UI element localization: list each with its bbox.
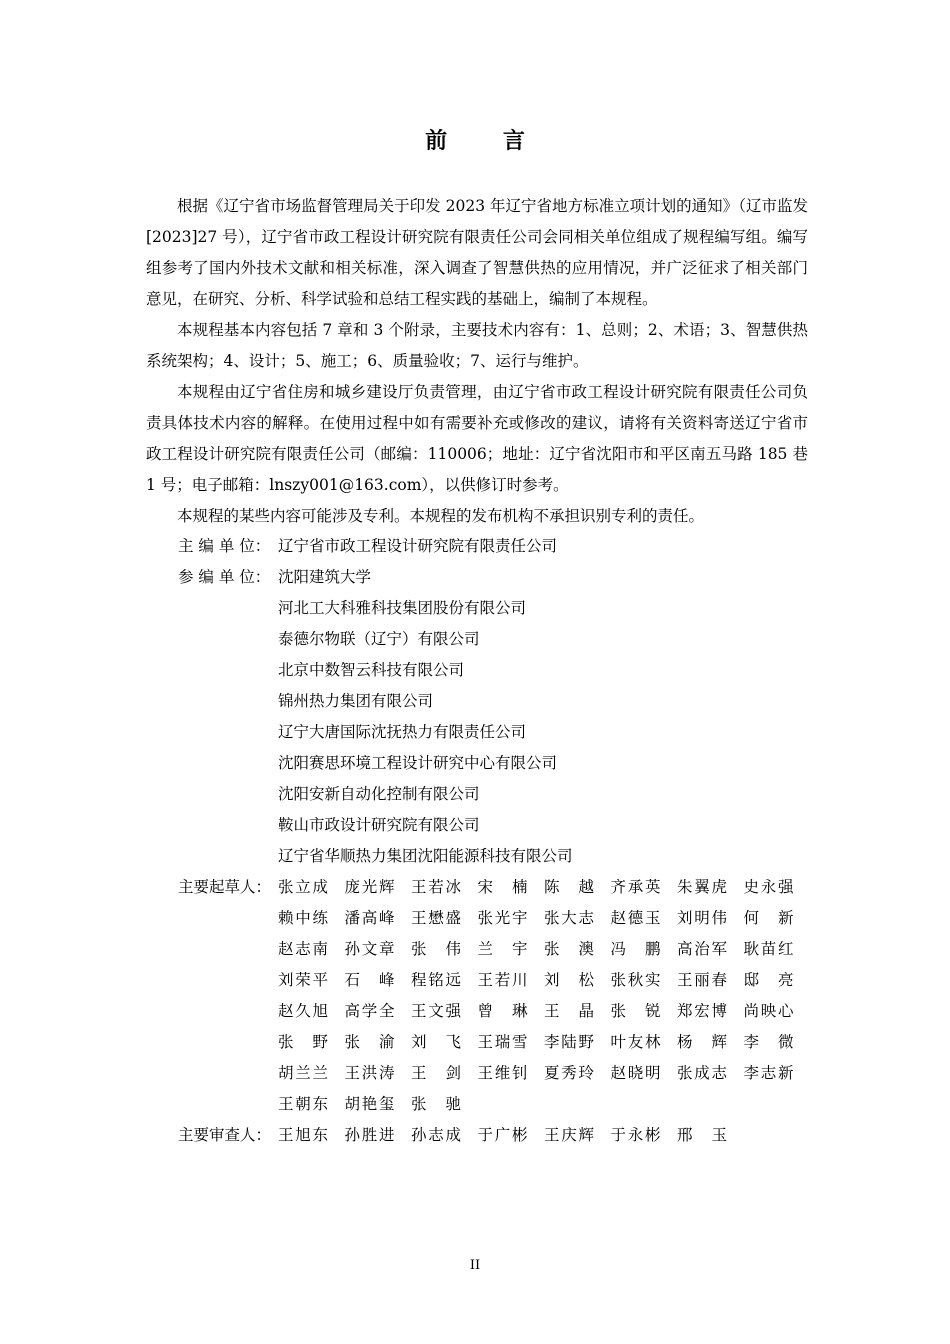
drafter-name: 陈越: [544, 878, 594, 896]
drafter-name: 夏秀玲: [544, 1064, 594, 1082]
drafter-name: 朱翼虎: [677, 878, 727, 896]
drafter-name: 王剑: [411, 1064, 461, 1082]
reviewers-row: [178, 1120, 810, 1151]
drafter-name: 王维钊: [477, 1064, 528, 1082]
paragraph-2: 本规程基本内容包括 7 章和 3 个附录，主要技术内容有：1、总则；2、术语；3、智慧供热系统架构；4、设计；5、施工；6、质量验收；7、运行与维护。: [146, 321, 808, 370]
drafter-name: 赖中练: [278, 909, 328, 927]
drafter-name: 程铭远: [411, 971, 461, 989]
participating-unit: 辽宁省华顺热力集团沈阳能源科技有限公司: [278, 847, 573, 865]
participating-unit: 沈阳安新自动化控制有限公司: [278, 785, 480, 803]
reviewer-name: 王旭东: [278, 1126, 328, 1144]
drafter-name: 王晶: [544, 1002, 594, 1020]
drafters-row: [178, 872, 810, 1120]
chief-unit-value: 辽宁省市政工程设计研究院有限责任公司: [278, 537, 558, 555]
participating-unit: 沈阳建筑大学: [278, 568, 372, 586]
reviewer-name: 于永彬: [610, 1126, 661, 1144]
paragraph-3: 本规程由辽宁省住房和城乡建设厅负责管理，由辽宁省市政工程设计研究院有限责任公司负责具体技术内容的解释。在使用过程中如有需要补充或修改的建议，请将有关资料寄送辽宁省市政工程设计研究院有限责任公司（邮编：110006；地址：辽宁省沈阳市和平区南五马路 185 巷 1 号；电子邮箱：lnszy001@163.com），以供修订时参考。: [146, 383, 808, 494]
drafter-name: 张伟: [411, 940, 461, 958]
drafter-name: 杨辉: [677, 1033, 727, 1051]
paragraph-1: 根据《辽宁省市场监督管理局关于印发 2023 年辽宁省地方标准立项计划的通知》（辽市监发[2023]27 号），辽宁省市政工程设计研究院有限责任公司会同相关单位组成了规程编写组。编写组参考了国内外技术文献和相关标准，深入调查了智慧供热的应用情况，并广泛征求了相关部门意见，在研究、分析、科学试验和总结工程实践的基础上，编制了本规程。: [146, 197, 808, 308]
drafter-name: 王懋盛: [411, 909, 461, 927]
drafter-name: 庞光辉: [344, 878, 395, 896]
participating-unit: 锦州热力集团有限公司: [278, 692, 434, 710]
drafter-name: 李微: [743, 1033, 794, 1051]
participating-unit: 沈阳赛思环境工程设计研究中心有限公司: [278, 754, 558, 772]
participating-unit: 泰德尔物联（辽宁）有限公司: [278, 630, 480, 648]
preface-body: [146, 191, 808, 532]
drafter-name: 石峰: [344, 971, 395, 989]
drafter-name: 齐承英: [610, 878, 661, 896]
participating-units-label: 参 编 单 位：: [178, 568, 271, 586]
participating-unit: 北京中数智云科技有限公司: [278, 661, 465, 679]
reviewer-name: 王庆辉: [544, 1126, 594, 1144]
chief-unit-label: 主 编 单 位：: [178, 537, 271, 555]
drafter-name: 张渝: [344, 1033, 395, 1051]
reviewer-name: 于广彬: [477, 1126, 528, 1144]
drafter-name: 张澳: [544, 940, 594, 958]
drafter-name: 邸亮: [743, 971, 794, 989]
drafter-name: 尚映心: [743, 1002, 794, 1020]
drafter-name: 高学全: [344, 1002, 395, 1020]
drafter-name: 赵久旭: [278, 1002, 328, 1020]
drafter-name: 赵志南: [278, 940, 328, 958]
drafter-name: 李陆野: [544, 1033, 594, 1051]
drafter-name: 王朝东: [278, 1095, 328, 1113]
participating-unit: 河北工大科雅科技集团股份有限公司: [278, 599, 527, 617]
reviewers-list: [278, 1120, 810, 1151]
drafter-name: 张锐: [610, 1002, 661, 1020]
participating-unit: 辽宁大唐国际沈抚热力有限责任公司: [278, 723, 527, 741]
drafter-name: 史永强: [743, 878, 794, 896]
drafter-name: 张成志: [677, 1064, 727, 1082]
people-section: [178, 872, 810, 1151]
page-number: II: [469, 1258, 481, 1273]
drafter-name: 王丽春: [677, 971, 727, 989]
drafter-name: 高治军: [677, 940, 727, 958]
drafter-name: 刘飞: [411, 1033, 461, 1051]
participating-units-row: [178, 562, 573, 872]
drafter-name: 刘明伟: [677, 909, 727, 927]
drafter-name: 曾琳: [477, 1002, 528, 1020]
paragraph-4: 本规程的某些内容可能涉及专利。本规程的发布机构不承担识别专利的责任。: [177, 507, 705, 525]
participating-units-list: [278, 562, 573, 872]
drafter-name: 王若冰: [411, 878, 461, 896]
drafter-name: 郑宏博: [677, 1002, 727, 1020]
reviewer-name: 孙胜进: [344, 1126, 395, 1144]
drafter-name: 冯鹏: [610, 940, 661, 958]
drafter-name: 耿苗红: [743, 940, 794, 958]
reviewer-name: 邢玉: [677, 1126, 727, 1144]
drafter-name: 张驰: [411, 1095, 461, 1113]
drafter-name: 孙文章: [344, 940, 395, 958]
drafter-name: 张光宇: [477, 909, 528, 927]
drafter-name: 赵德玉: [610, 909, 661, 927]
drafter-name: 赵晓明: [610, 1064, 661, 1082]
drafter-name: 张大志: [544, 909, 594, 927]
drafter-name: 王文强: [411, 1002, 461, 1020]
drafter-name: 张野: [278, 1033, 328, 1051]
drafter-name: 张立成: [278, 878, 328, 896]
drafter-name: 李志新: [743, 1064, 794, 1082]
drafter-name: 王洪涛: [344, 1064, 395, 1082]
drafter-name: 王瑞雪: [477, 1033, 528, 1051]
drafter-name: 宋楠: [477, 878, 528, 896]
drafter-name: 胡兰兰: [278, 1064, 328, 1082]
drafter-name: 刘荣平: [278, 971, 328, 989]
drafter-name: 叶友林: [610, 1033, 661, 1051]
page-title: 前 言: [425, 129, 549, 154]
chief-unit-row: [178, 531, 573, 562]
reviewers-label: 主要审查人：: [178, 1126, 272, 1144]
drafter-name: 刘松: [544, 971, 594, 989]
drafters-list: [278, 872, 810, 1120]
drafter-name: 潘高峰: [344, 909, 395, 927]
drafter-name: 兰宇: [477, 940, 528, 958]
drafter-name: 张秋实: [610, 971, 661, 989]
drafter-name: 何新: [743, 909, 794, 927]
drafters-label: 主要起草人：: [178, 878, 272, 896]
drafter-name: 胡艳玺: [344, 1095, 395, 1113]
participating-unit: 鞍山市政设计研究院有限公司: [278, 816, 480, 834]
reviewer-name: 孙志成: [411, 1126, 461, 1144]
drafter-name: 王若川: [477, 971, 528, 989]
units-section: [178, 531, 573, 872]
